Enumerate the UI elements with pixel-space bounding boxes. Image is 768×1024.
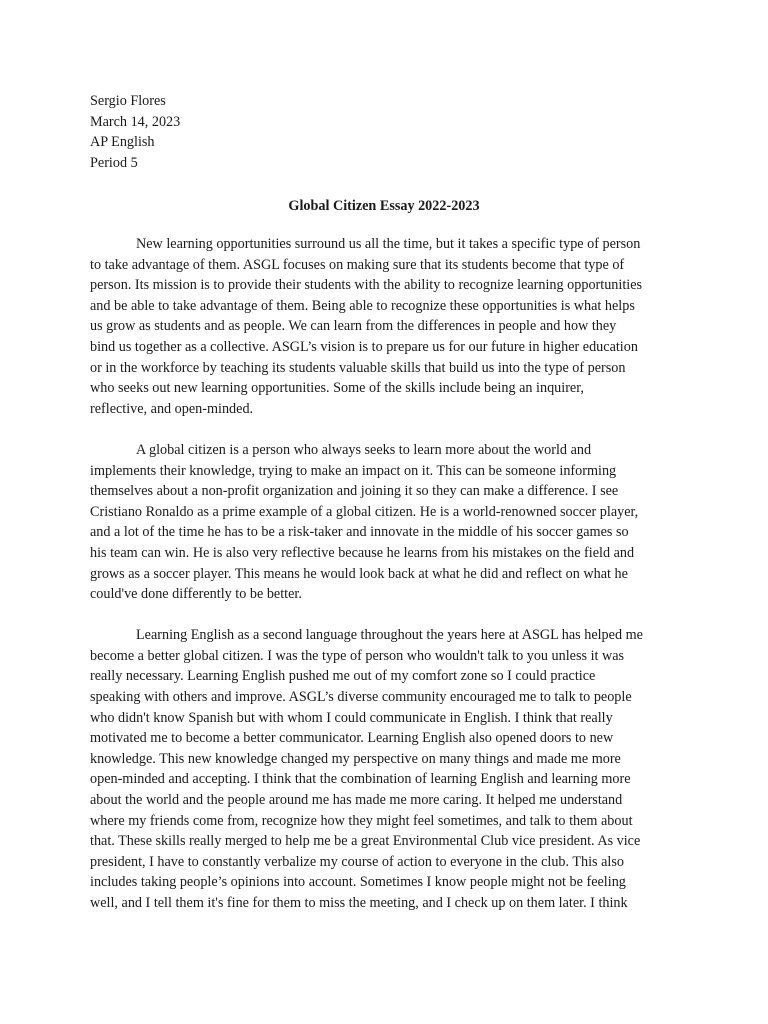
paragraph-line: could've done differently to be better. (90, 586, 302, 603)
paragraph-line: grows as a soccer player. This means he would look back at what he did and reflect on what he (90, 565, 628, 582)
paragraph-line: well, and I tell them it's fine for them to miss the meeting, and I check up on them later. I think (90, 895, 628, 911)
essay-body (90, 234, 675, 914)
paragraph-line: who didn't know Spanish but with whom I could communicate in English. I think that really (90, 709, 613, 726)
paragraph-line: includes taking people’s opinions into account. Sometimes I know people might not be feeling (90, 874, 626, 891)
paragraph-line: his team can win. He is also very reflective because he learns from his mistakes on the field and (90, 544, 635, 561)
paragraph-line: where my friends come from, recognize how they might feel sometimes, and talk to them about (90, 812, 633, 829)
paragraph-line: and a lot of the time he has to be a risk-taker and innovate in the middle of his soccer games so (90, 524, 629, 541)
paragraph-line: reflective, and open-minded. (90, 400, 254, 417)
class-period: Period 5 (90, 154, 138, 171)
paragraph-line: us grow as students and as people. We can learn from the differences in people and how they (90, 318, 617, 335)
paragraph-line: knowledge. This new knowledge changed my perspective on many things and made me more (90, 750, 621, 767)
paragraph-line: and be able to take advantage of them. Being able to recognize these opportunities is what helps (90, 297, 635, 314)
paragraph-line: really necessary. Learning English pushed me out of my comfort zone so I could practice (90, 668, 596, 685)
student-name: Sergio Flores (90, 93, 166, 109)
paragraph (90, 234, 675, 419)
paragraph-line: Cristiano Ronaldo as a prime example of a global citizen. He is a world-renowned soccer player, (90, 503, 639, 520)
paragraph-line: person. Its mission is to provide their students with the ability to recognize learning opportunities (90, 277, 643, 294)
essay-title: Global Citizen Essay 2022-2023 (288, 198, 480, 214)
paragraph-line: implements their knowledge, trying to make an impact on it. This can be someone informing (90, 462, 617, 479)
paragraph (90, 625, 675, 913)
paragraph-line: open-minded and accepting. I think that the combination of learning English and learning more (90, 771, 631, 788)
course-name: AP English (90, 134, 155, 150)
paragraph-line: themselves about a non-profit organization and joining it so they can make a difference. I see (90, 483, 619, 500)
paragraph-line: Learning English as a second language throughout the years here at ASGL has helped me (136, 627, 643, 644)
paragraph-line: president, I have to constantly verbalize my course of action to everyone in the club. This also (90, 853, 624, 870)
paragraph-line: that. These skills really merged to help me be a great Environmental Club vice president. As vice (90, 833, 641, 850)
paragraph-line: to take advantage of them. ASGL focuses on making sure that its students become that type of (90, 256, 625, 273)
paragraph (90, 440, 675, 605)
paragraph-line: A global citizen is a person who always seeks to learn more about the world and (136, 441, 592, 458)
paragraph-line: motivated me to become a better communicator. Learning English also opened doors to new (90, 730, 614, 747)
paragraph-line: who seeks out new learning opportunities. Some of the skills include being an inquirer, (90, 380, 584, 397)
paragraph-line: about the world and the people around me has made me more caring. It helped me understand (90, 792, 623, 809)
student-header (90, 91, 180, 173)
paragraph-line: New learning opportunities surround us all the time, but it takes a specific type of person (136, 236, 641, 252)
paragraph-line: become a better global citizen. I was the type of person who wouldn't talk to you unless it was (90, 647, 625, 664)
paragraph-line: speaking with others and improve. ASGL’s diverse community encouraged me to talk to people (90, 689, 632, 706)
essay-date: March 14, 2023 (90, 113, 181, 130)
paragraph-line: or in the workforce by teaching its students valuable skills that build us into the type of person (90, 359, 626, 376)
paragraph-line: bind us together as a collective. ASGL’s vision is to prepare us for our future in higher education (90, 338, 638, 355)
